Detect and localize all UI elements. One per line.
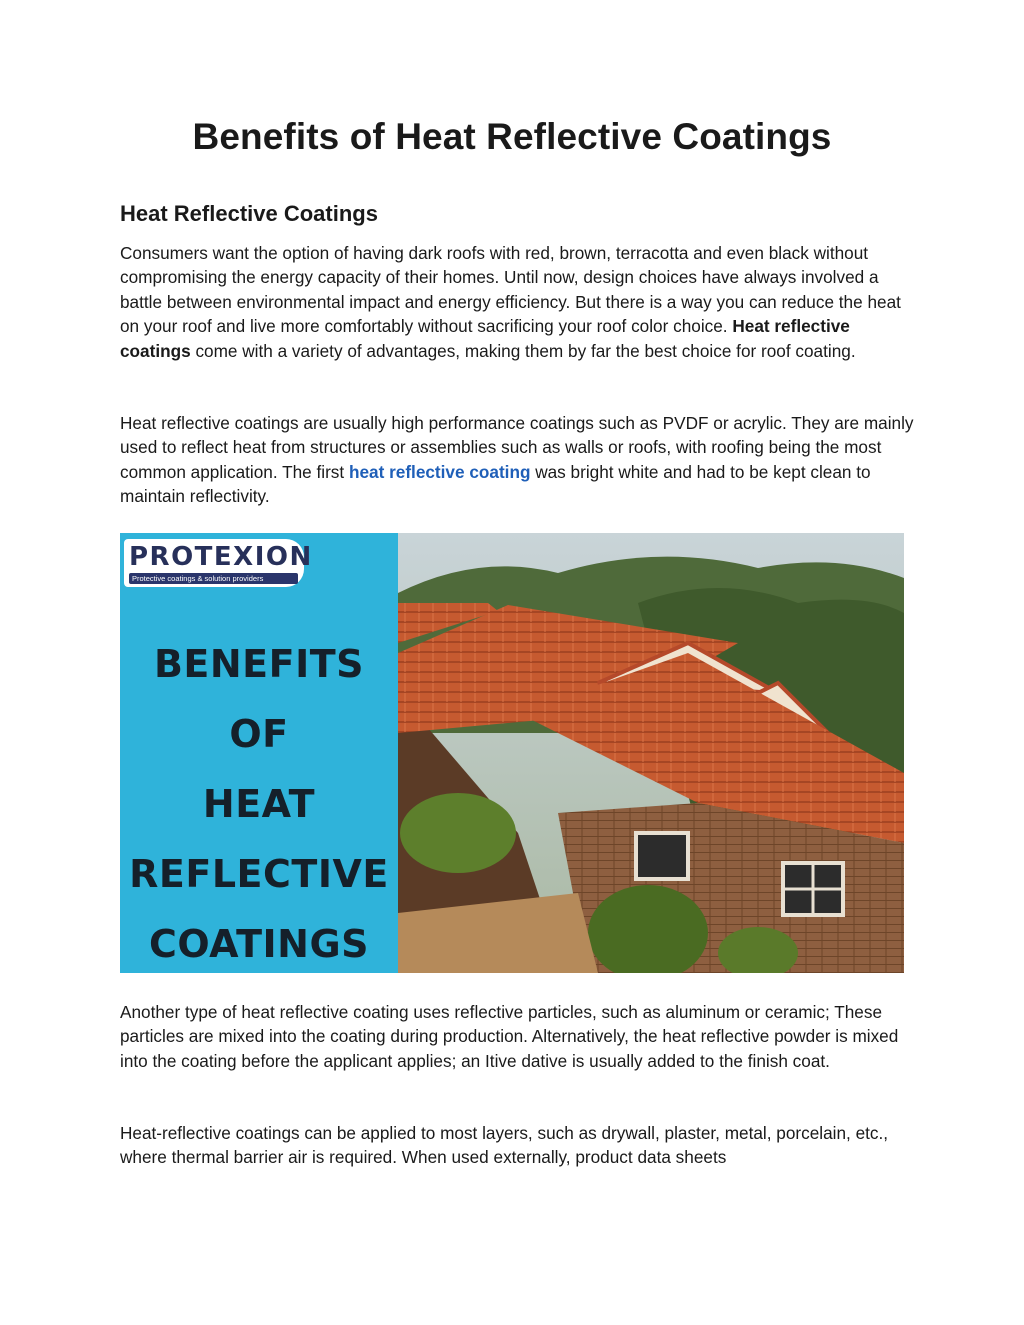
logo-wordmark: PROTEXION xyxy=(129,542,313,572)
paragraph-applications: Heat-reflective coatings can be applied to most layers, such as drywall, plaster, metal, porcelain, etc., where thermal barrier air is required. When used externally, product data sheets xyxy=(120,1123,889,1168)
banner-line: REFLECTIVE xyxy=(129,852,389,896)
paragraph-intro xyxy=(120,241,920,363)
banner-line: BENEFITS OF xyxy=(153,642,365,756)
page-title: Benefits of Heat Reflective Coatings xyxy=(192,116,832,157)
section-heading: Heat Reflective Coatings xyxy=(120,201,378,226)
heat-reflective-coating-link[interactable]: heat reflective coating xyxy=(348,461,531,482)
protexion-logo xyxy=(124,539,313,587)
roof-photo xyxy=(398,533,904,973)
banner-line: HEAT xyxy=(202,782,316,826)
paragraph-definition-text-end: was bright white and had to be kept clean to maintain reflectivity. xyxy=(120,461,871,507)
shrub-left xyxy=(400,793,516,873)
window-left xyxy=(636,833,688,879)
image-banner-panel xyxy=(120,533,398,973)
logo-tagline: Protective coatings & solution providers xyxy=(129,573,298,584)
paragraph-particles: Another type of heat reflective coating uses reflective particles, such as aluminum or ceramic; These particles are mixed into the coating during production. Alternatively, the heat reflective powder is mixed into the coating before the applicant applies; an Itive dative is usually added to the finish coat. xyxy=(120,1002,899,1071)
paragraph-definition xyxy=(120,411,920,509)
paragraph-intro-text-end: come with a variety of advantages, making them by far the best choice for roof coating. xyxy=(190,340,856,361)
article-image xyxy=(120,533,904,973)
paragraph-intro-text: Consumers want the option of having dark roofs with red, brown, terracotta and even black without compromising the energy capacity of their homes. Until now, design choices have always involved a battle between environmental impact and energy efficiency. But there is a way you can reduce the heat on your roof and live more comfortably without sacrificing your roof color choice. xyxy=(120,243,901,337)
paragraph-definition-text: Heat reflective coatings are usually high performance coatings such as PVDF or acrylic. They are mainly used to reflect heat from structures or assemblies such as walls or roofs, with roofing being the most common application. The first xyxy=(120,413,914,482)
bold-phrase: Heat reflective coatings xyxy=(120,316,850,361)
banner-headline xyxy=(120,629,398,973)
banner-line: COATINGS xyxy=(148,922,370,966)
